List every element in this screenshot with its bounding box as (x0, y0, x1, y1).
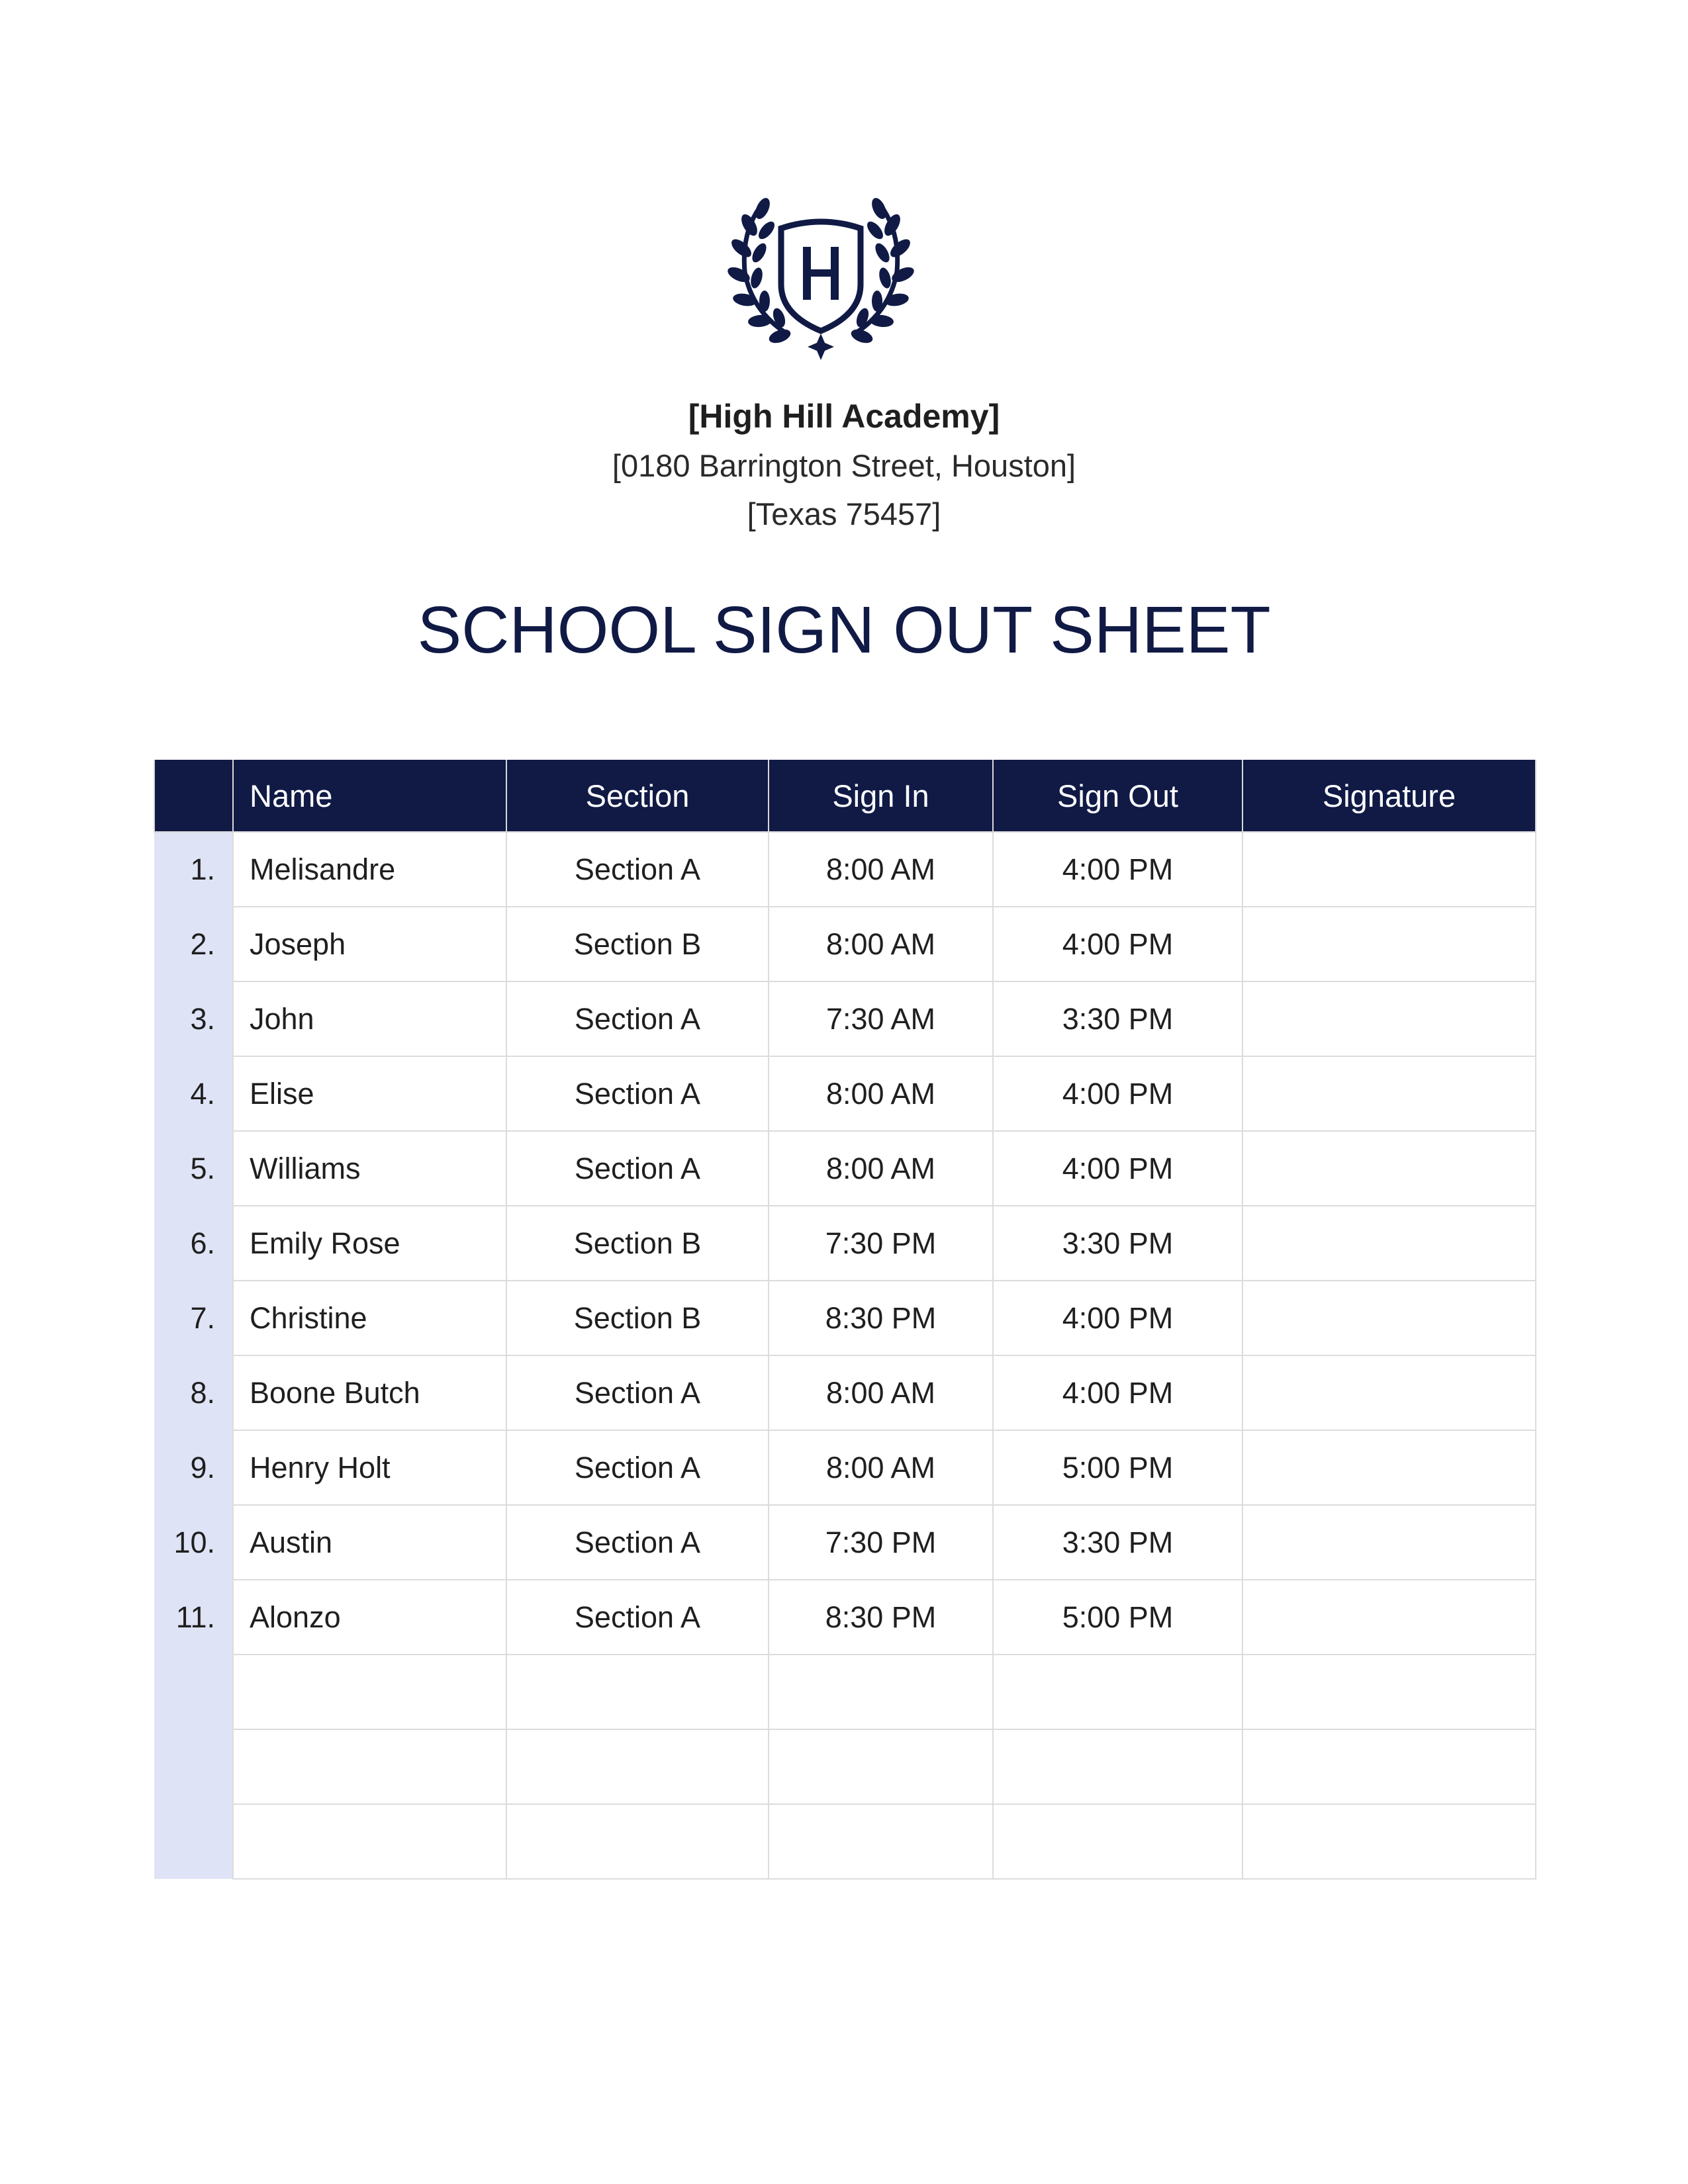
sign-in-time: 7:30 PM (769, 1505, 993, 1580)
header-sign-out: Sign Out (993, 760, 1243, 832)
student-section: Section A (506, 1580, 769, 1655)
signature-cell[interactable] (1243, 1281, 1536, 1355)
table-row (154, 1206, 1536, 1281)
sign-out-time (993, 1655, 1243, 1729)
student-section: Section A (506, 1430, 769, 1505)
student-section: Section B (506, 907, 769, 981)
student-section: Section A (506, 832, 769, 907)
sign-out-time: 3:30 PM (993, 1505, 1243, 1580)
row-number: 2. (154, 907, 233, 981)
laurel-shield-logo-icon (715, 192, 927, 364)
table-row (154, 1505, 1536, 1580)
school-address-line1: [0180 Barrington Street, Houston] (612, 448, 1076, 483)
student-name: Henry Holt (233, 1430, 506, 1505)
student-section: Section A (506, 1131, 769, 1206)
header-section: Section (506, 760, 769, 832)
signature-cell[interactable] (1243, 1131, 1536, 1206)
student-name (233, 1655, 506, 1729)
student-section: Section B (506, 1281, 769, 1355)
row-number: 8. (154, 1355, 233, 1430)
row-number: 7. (154, 1281, 233, 1355)
sign-in-time: 8:00 AM (769, 1355, 993, 1430)
table-row (154, 1056, 1536, 1131)
table-row (154, 1804, 1536, 1879)
signature-cell[interactable] (1243, 1655, 1536, 1729)
student-name: Emily Rose (233, 1206, 506, 1281)
table-row (154, 1131, 1536, 1206)
student-name: Joseph (233, 907, 506, 981)
student-section: Section A (506, 981, 769, 1056)
signature-cell[interactable] (1243, 981, 1536, 1056)
sign-out-time: 4:00 PM (993, 1281, 1243, 1355)
sign-in-time (769, 1729, 993, 1804)
sign-out-time: 5:00 PM (993, 1430, 1243, 1505)
table-body (154, 832, 1536, 1879)
table-row (154, 832, 1536, 907)
table-row (154, 1580, 1536, 1655)
student-name: John (233, 981, 506, 1056)
header-signature: Signature (1243, 760, 1536, 832)
student-name: Austin (233, 1505, 506, 1580)
table-header-row (154, 760, 1536, 832)
row-number: 5. (154, 1131, 233, 1206)
header-name: Name (233, 760, 506, 832)
student-name: Alonzo (233, 1580, 506, 1655)
sign-out-time (993, 1804, 1243, 1879)
header-sign-in: Sign In (769, 760, 993, 832)
row-number (154, 1804, 233, 1879)
sign-in-time: 8:00 AM (769, 1056, 993, 1131)
row-number: 10. (154, 1505, 233, 1580)
signature-cell[interactable] (1243, 1505, 1536, 1580)
signature-cell[interactable] (1243, 832, 1536, 907)
row-number: 11. (154, 1580, 233, 1655)
sheet-title: SCHOOL SIGN OUT SHEET (417, 593, 1271, 667)
student-name (233, 1804, 506, 1879)
table-row (154, 907, 1536, 981)
signature-cell[interactable] (1243, 1206, 1536, 1281)
sign-out-time: 4:00 PM (993, 1355, 1243, 1430)
sign-out-time: 4:00 PM (993, 907, 1243, 981)
student-name: Christine (233, 1281, 506, 1355)
school-name: [High Hill Academy] (688, 398, 1000, 435)
sign-in-time: 8:30 PM (769, 1281, 993, 1355)
table-row (154, 981, 1536, 1056)
row-number: 1. (154, 832, 233, 907)
table-row (154, 1655, 1536, 1729)
school-address-line2: [Texas 75457] (747, 496, 941, 531)
student-name: Boone Butch (233, 1355, 506, 1430)
signature-cell[interactable] (1243, 907, 1536, 981)
student-name: Melisandre (233, 832, 506, 907)
student-section: Section A (506, 1505, 769, 1580)
student-name (233, 1729, 506, 1804)
signature-cell[interactable] (1243, 1056, 1536, 1131)
student-name: Elise (233, 1056, 506, 1131)
row-number: 6. (154, 1206, 233, 1281)
sign-out-time: 4:00 PM (993, 1056, 1243, 1131)
table-row (154, 1430, 1536, 1505)
signature-cell[interactable] (1243, 1355, 1536, 1430)
row-number (154, 1655, 233, 1729)
sign-out-table-container (154, 760, 1535, 1880)
student-name: Williams (233, 1131, 506, 1206)
sign-out-table (154, 760, 1536, 1880)
sign-in-time: 8:00 AM (769, 1131, 993, 1206)
sign-in-time (769, 1804, 993, 1879)
table-row (154, 1355, 1536, 1430)
table-row (154, 1281, 1536, 1355)
sign-out-time: 4:00 PM (993, 832, 1243, 907)
table-row (154, 1729, 1536, 1804)
sign-out-time (993, 1729, 1243, 1804)
student-section (506, 1729, 769, 1804)
signature-cell[interactable] (1243, 1580, 1536, 1655)
sign-in-time: 8:00 AM (769, 832, 993, 907)
sign-in-time: 7:30 PM (769, 1206, 993, 1281)
sign-out-time: 4:00 PM (993, 1131, 1243, 1206)
sign-out-time: 5:00 PM (993, 1580, 1243, 1655)
signature-cell[interactable] (1243, 1430, 1536, 1505)
sign-in-time: 8:00 AM (769, 1430, 993, 1505)
student-section (506, 1655, 769, 1729)
sign-in-time: 8:00 AM (769, 907, 993, 981)
signature-cell[interactable] (1243, 1729, 1536, 1804)
row-number: 4. (154, 1056, 233, 1131)
row-number: 3. (154, 981, 233, 1056)
row-number (154, 1729, 233, 1804)
student-section: Section B (506, 1206, 769, 1281)
sign-out-time: 3:30 PM (993, 981, 1243, 1056)
student-section: Section A (506, 1056, 769, 1131)
sign-in-time (769, 1655, 993, 1729)
sign-in-time: 8:30 PM (769, 1580, 993, 1655)
header-number (154, 760, 233, 832)
student-section: Section A (506, 1355, 769, 1430)
row-number: 9. (154, 1430, 233, 1505)
sign-in-time: 7:30 AM (769, 981, 993, 1056)
sign-out-time: 3:30 PM (993, 1206, 1243, 1281)
signature-cell[interactable] (1243, 1804, 1536, 1879)
student-section (506, 1804, 769, 1879)
